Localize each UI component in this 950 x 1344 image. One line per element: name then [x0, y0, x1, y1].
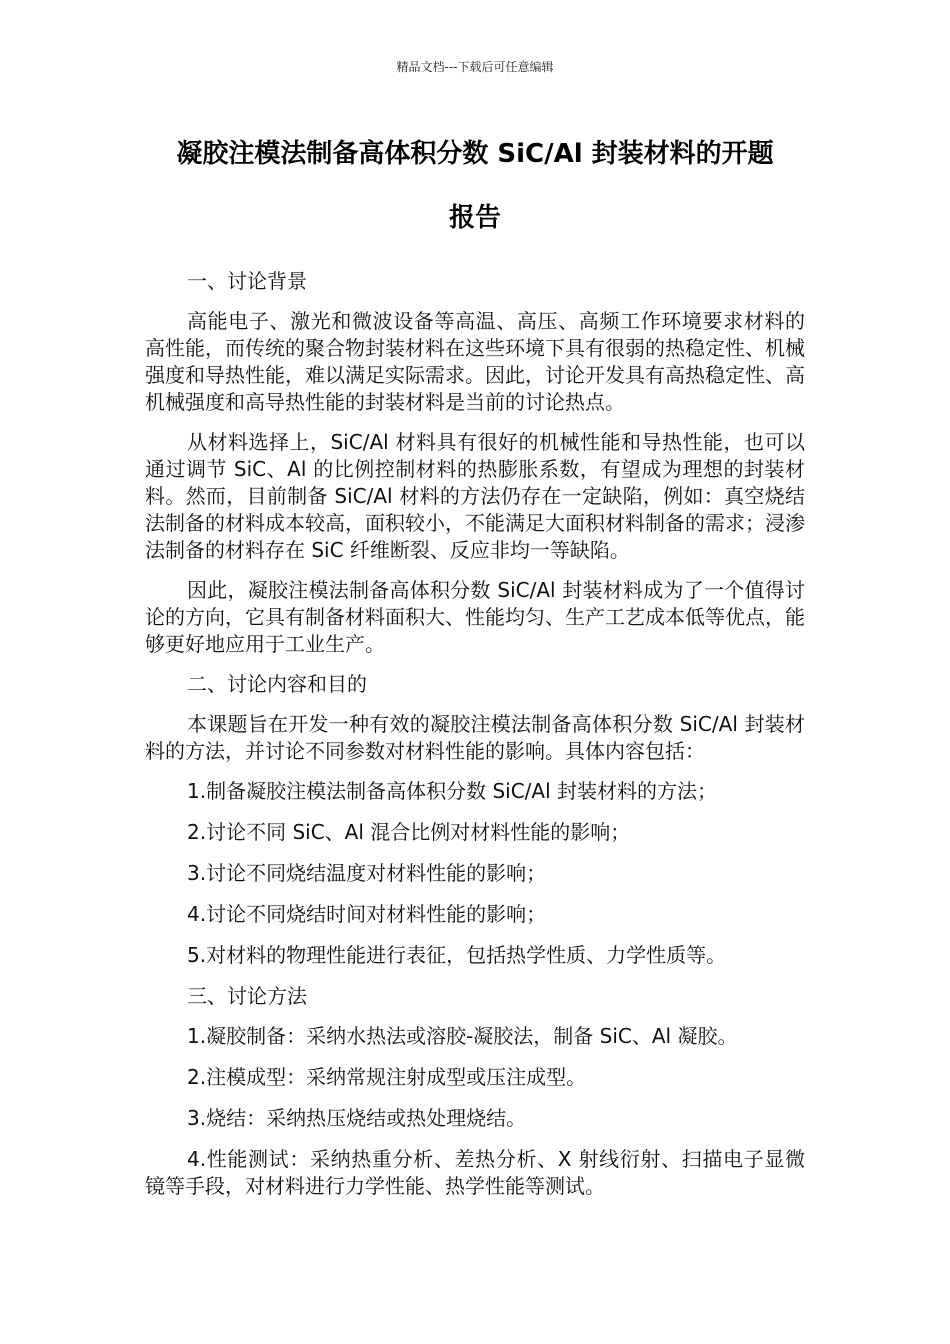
document-body: [145, 268, 805, 1213]
content-list-item: 5.对材料的物理性能进行表征，包括热学性质、力学性质等。: [187, 943, 727, 967]
section-heading-background: 一、讨论背景: [187, 269, 307, 293]
background-paragraph-1: 高能电子、激光和微波设备等高温、高压、高频工作环境要求材料的高性能，而传统的聚合物封装材料在这些环境下具有很弱的热稳定性、机械强度和导热性能，难以满足实际需求。因此，讨论开发具有高热稳定性、高机械强度和高导热性能的封装材料是当前的讨论热点。: [145, 309, 805, 414]
title-line-1: 凝胶注模法制备高体积分数 SiC/Al 封装材料的开题: [176, 139, 774, 169]
content-list-item: 3.讨论不同烧结温度对材料性能的影响；: [187, 861, 547, 885]
content-list-item: 4.讨论不同烧结时间对材料性能的影响；: [187, 902, 547, 926]
method-list-item: 4.性能测试：采纳热重分析、差热分析、X 射线衍射、扫描电子显微镜等手段，对材料进行力学性能、热学性能等测试。: [145, 1147, 805, 1198]
section-heading-content: 二、讨论内容和目的: [187, 672, 367, 696]
content-intro-paragraph: 本课题旨在开发一种有效的凝胶注模法制备高体积分数 SiC/Al 封装材料的方法，并讨论不同参数对材料性能的影响。具体内容包括：: [145, 712, 805, 763]
title-line-2: 报告: [448, 203, 501, 233]
method-list-item: 3.烧结：采纳热压烧结或热处理烧结。: [187, 1106, 527, 1130]
background-paragraph-2: 从材料选择上，SiC/Al 材料具有很好的机械性能和导热性能，也可以通过调节 SiC、Al 的比例控制材料的热膨胀系数，有望成为理想的封装材料。然而，目前制备 SiC/Al 材料的方法仍存在一定缺陷，例如：真空烧结法制备的材料成本较高，面积较小，不能满足大面积材料制备的需求；浸渗法制备的材料存在 SiC 纤维断裂、反应非均一等缺陷。: [145, 430, 805, 562]
content-list-item: 1.制备凝胶注模法制备高体积分数 SiC/Al 封装材料的方法；: [187, 779, 717, 803]
header-note: 精品文档---下载后可任意编辑: [396, 60, 554, 74]
method-list-item: 1.凝胶制备：采纳水热法或溶胶-凝胶法，制备 SiC、Al 凝胶。: [187, 1024, 738, 1048]
method-list-item: 2.注模成型：采纳常规注射成型或压注成型。: [187, 1065, 587, 1089]
content-list-item: 2.讨论不同 SiC、Al 混合比例对材料性能的影响；: [187, 820, 631, 844]
background-paragraph-3: 因此，凝胶注模法制备高体积分数 SiC/Al 封装材料成为了一个值得讨论的方向，它具有制备材料面积大、性能均匀、生产工艺成本低等优点，能够更好地应用于工业生产。: [145, 578, 805, 656]
document-title: [145, 122, 805, 250]
section-heading-methods: 三、讨论方法: [187, 984, 307, 1008]
